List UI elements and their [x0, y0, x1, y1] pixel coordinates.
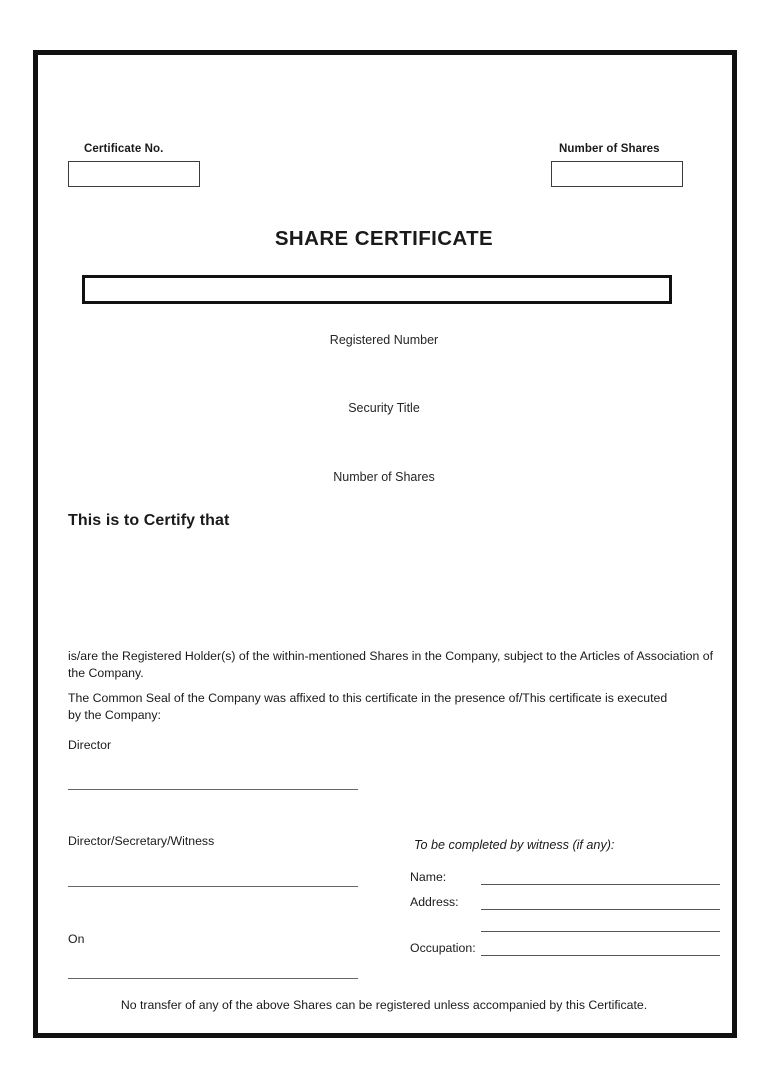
witness-name-line[interactable]: [481, 884, 720, 885]
witness-occupation-line[interactable]: [481, 955, 720, 956]
certify-heading: This is to Certify that: [68, 512, 230, 529]
witness-name-label: Name:: [410, 870, 447, 884]
witness-section-heading: To be completed by witness (if any):: [414, 838, 615, 852]
holder-name-area[interactable]: [68, 540, 713, 635]
number-of-shares-center-label: Number of Shares: [333, 470, 435, 484]
witness-occupation-label: Occupation:: [410, 941, 476, 955]
page-title: SHARE CERTIFICATE: [274, 227, 494, 250]
certificate-no-label: Certificate No.: [84, 143, 164, 155]
director-signature-line[interactable]: [68, 789, 358, 790]
witness-address-line-2[interactable]: [481, 931, 720, 932]
director-secretary-witness-signature-line[interactable]: [68, 886, 358, 887]
common-seal-paragraph: The Common Seal of the Company was affixed to this certificate in the presence of/This certificate is executed by the Company:: [68, 691, 668, 722]
holder-statement-paragraph: is/are the Registered Holder(s) of the within-mentioned Shares in the Company, subject to the Articles of Association of the Company.: [68, 649, 714, 680]
transfer-note: No transfer of any of the above Shares can be registered unless accompanied by this Certificate.: [120, 998, 648, 1012]
director-secretary-witness-label: Director/Secretary/Witness: [68, 834, 215, 848]
certificate-no-input[interactable]: [68, 161, 200, 187]
registered-number-label: Registered Number: [329, 333, 439, 347]
date-label: On: [68, 932, 85, 946]
witness-address-line-1[interactable]: [481, 909, 720, 910]
director-label: Director: [68, 738, 112, 752]
number-of-shares-input[interactable]: [551, 161, 683, 187]
number-of-shares-label: Number of Shares: [559, 143, 660, 155]
company-name-value: [85, 278, 669, 286]
company-name-input[interactable]: [82, 275, 672, 304]
date-line[interactable]: [68, 978, 358, 979]
witness-address-label: Address:: [410, 895, 459, 909]
security-title-label: Security Title: [348, 401, 420, 415]
